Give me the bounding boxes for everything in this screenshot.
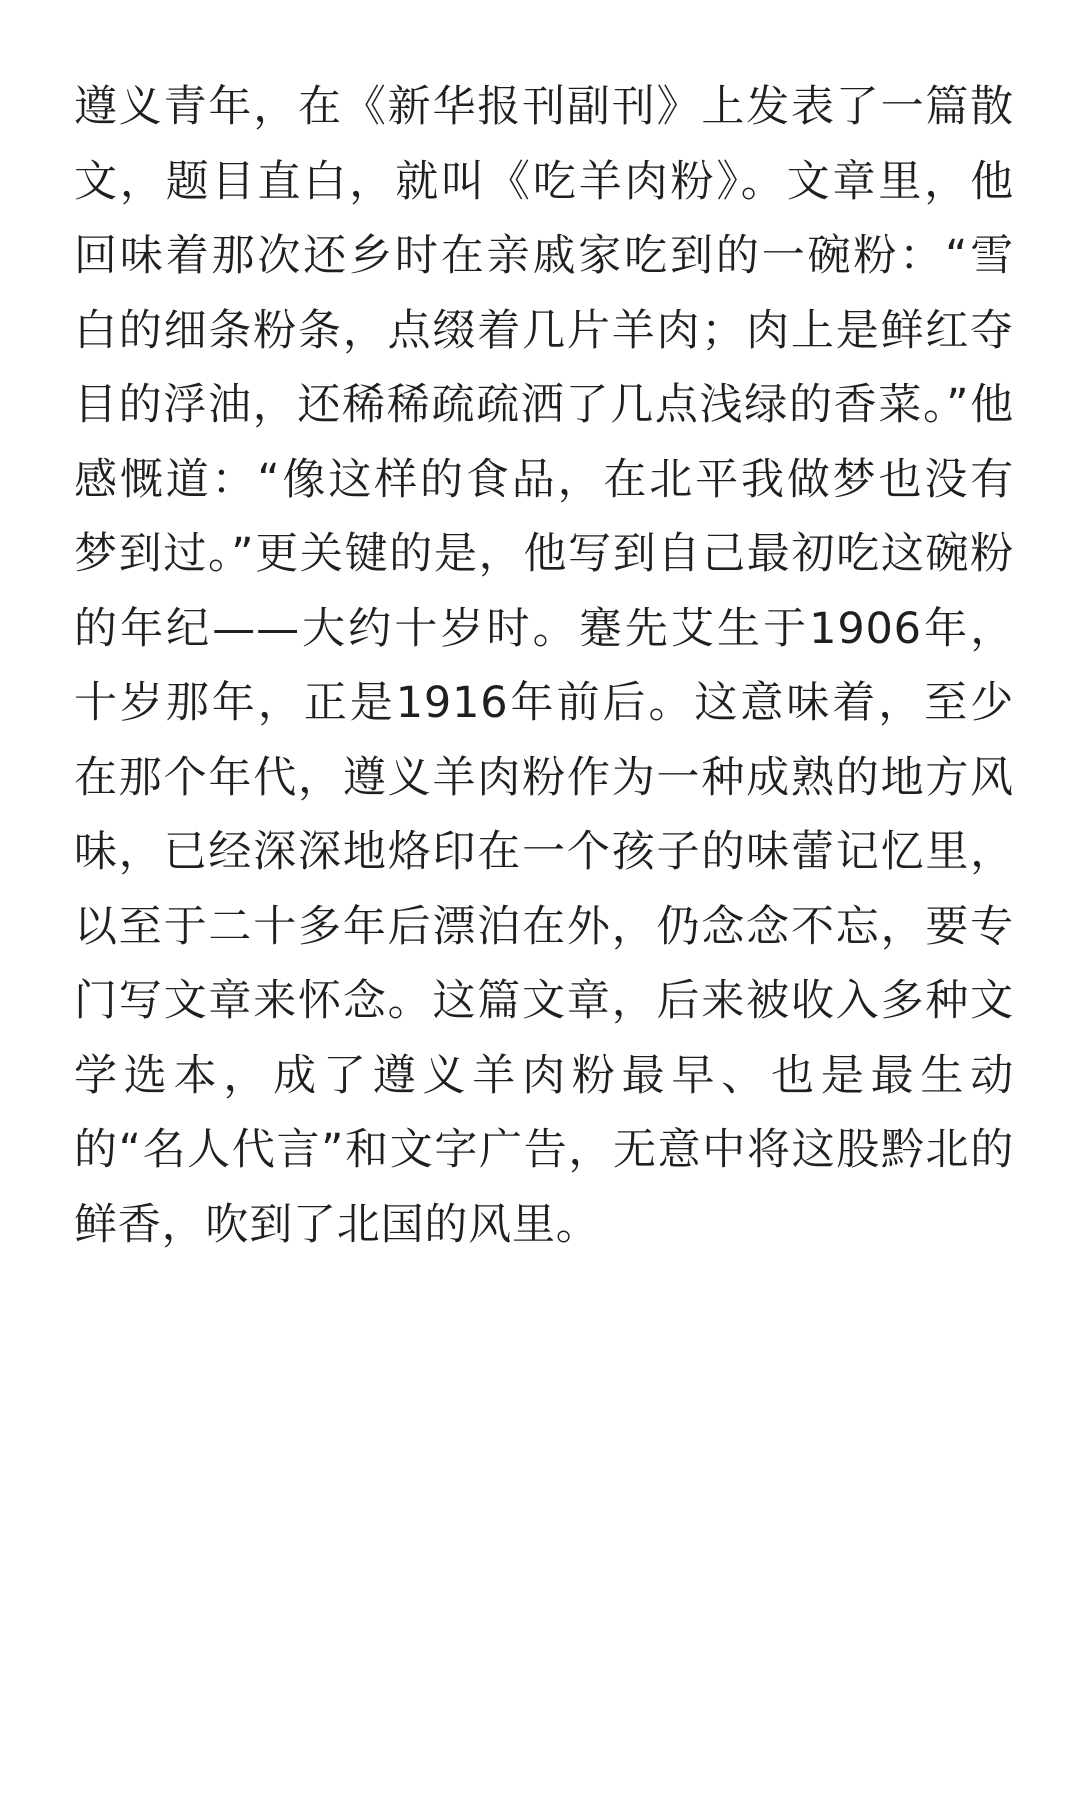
article-paragraph: 遵义青年，在《新华报刊副刊》上发表了一篇散文，题目直白，就叫《吃羊肉粉》。文章里，他回味着那次还乡时在亲戚家吃到的一碗粉：“雪白的细条粉条，点缀着几片羊肉；肉上是鲜红夺目的浮油，还稀稀疏疏洒了几点浅绿的香菜。”他感慨道：“像这样的食品，在北平我做梦也没有梦到过。”更关键的是，他写到自己最初吃这碗粉的年纪——大约十岁时。蹇先艾生于1906年，十岁那年，正是1916年前后。这意味着，至少在那个年代，遵义羊肉粉作为一种成熟的地方风味，已经深深地烙印在一个孩子的味蕾记忆里，以至于二十多年后漂泊在外，仍念念不忘，要专门写文章来怀念。这篇文章，后来被收入多种文学选本，成了遵义羊肉粉最早、也是最生动的“名人代言”和文字广告，无意中将这股黔北的鲜香，吹到了北国的风里。 xyxy=(74,82,1014,1250)
article-body xyxy=(74,70,1014,1262)
